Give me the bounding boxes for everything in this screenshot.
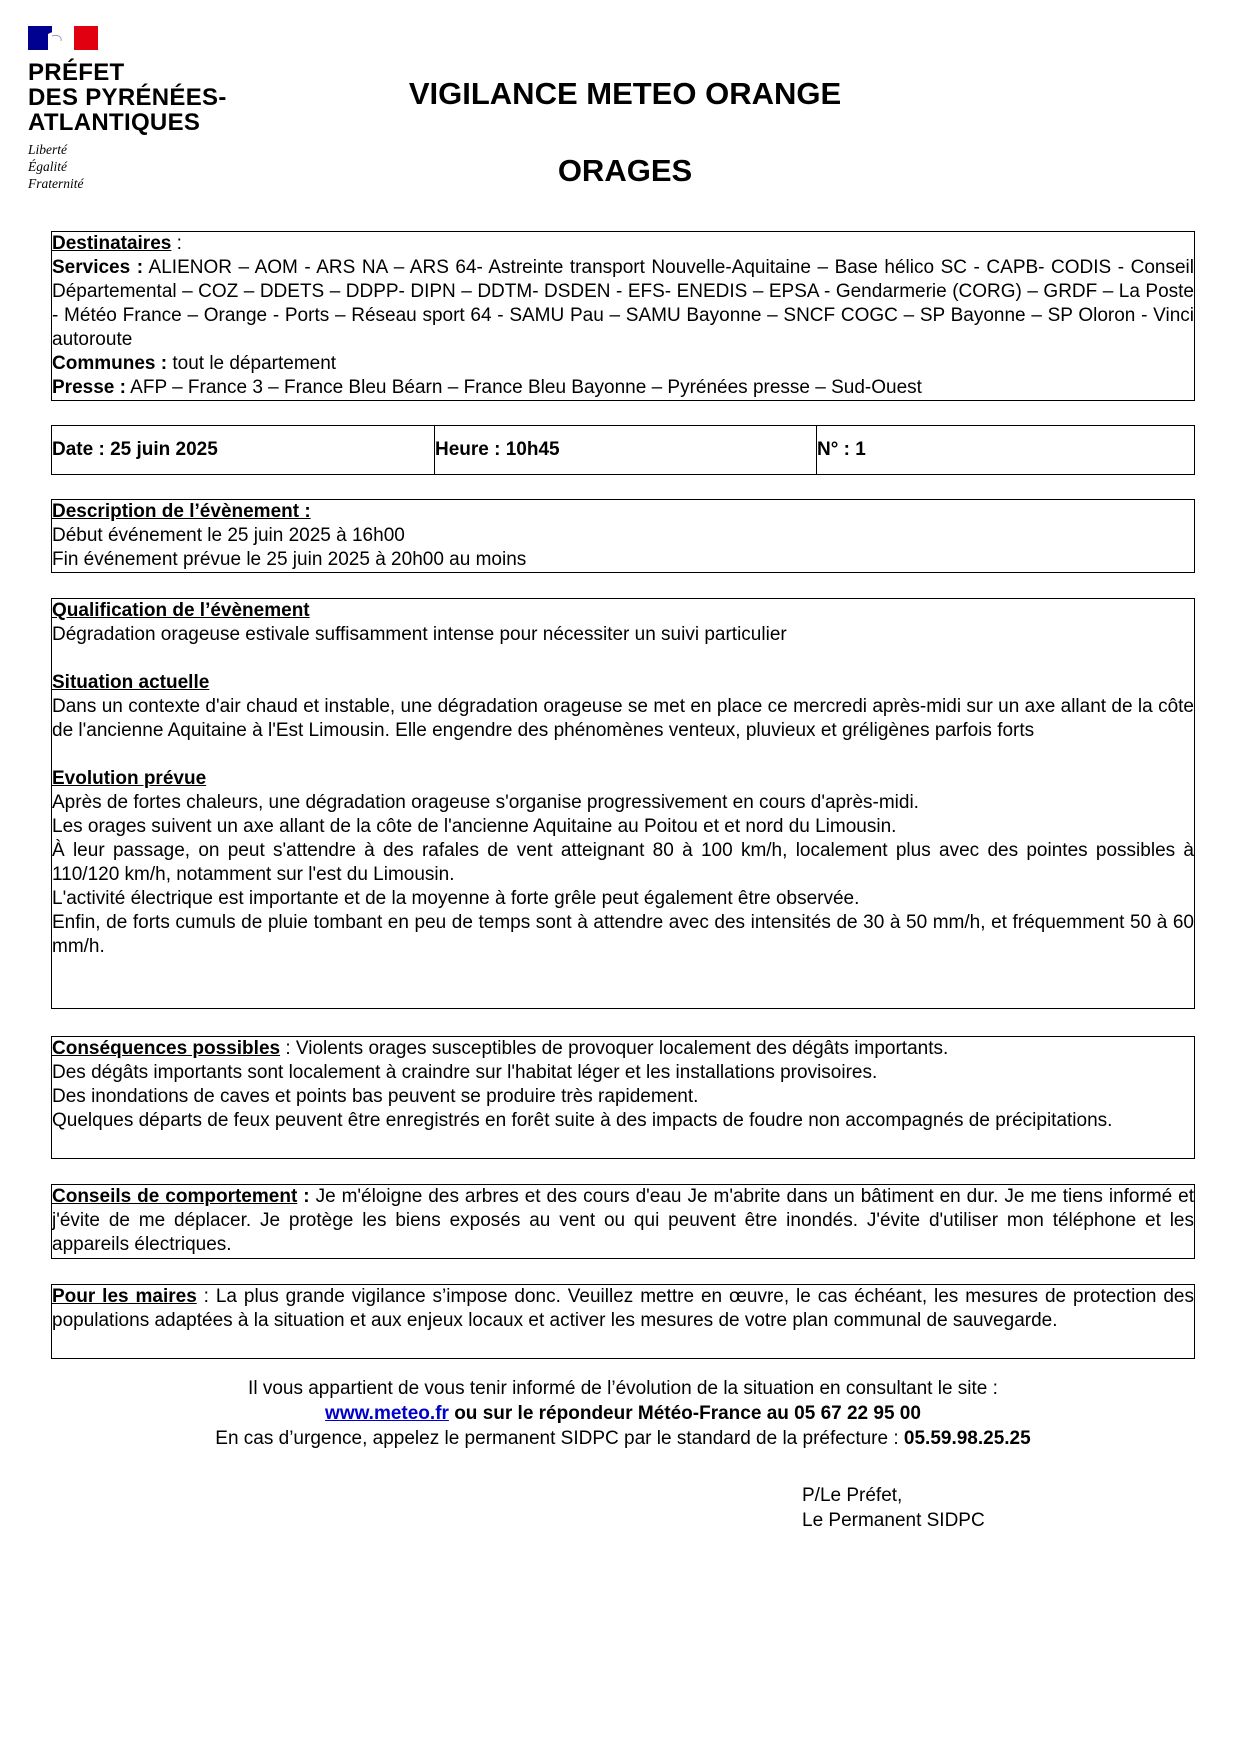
qualification-label: Qualification de l’évènement bbox=[52, 600, 310, 621]
communes-paragraph bbox=[52, 352, 1194, 376]
mayors-text: : La plus grande vigilance s’impose donc. Veuillez mettre en œuvre, le cas échéant, les mesures de protection des populations adaptées à la situation et aux enjeux locaux et activer les mesures de votre plan communal de sauvegarde. bbox=[52, 1286, 1194, 1331]
recipients-label-suffix: : bbox=[171, 233, 182, 254]
recipients-label: Destinataires bbox=[52, 233, 172, 254]
prefecture-logo bbox=[28, 26, 248, 192]
advice-box bbox=[51, 1184, 1195, 1259]
signature-line-2: Le Permanent SIDPC bbox=[802, 1510, 985, 1531]
consequences-line: Des inondations de caves et points bas peuvent se produire très rapidement. bbox=[52, 1086, 699, 1107]
meteo-link[interactable]: www.meteo.fr bbox=[325, 1403, 449, 1424]
signature-line-1: P/Le Préfet, bbox=[802, 1485, 903, 1506]
advice-text: Je m'éloigne des arbres et des cours d'eau Je m'abrite dans un bâtiment en dur. Je me tiens informé et j'évite de me déplacer. Je protège les biens exposés au vent ou qui peuvent être inondés. J'évite d'utiliser mon téléphone et les appareils électriques. bbox=[52, 1186, 1195, 1255]
evolution-label: Evolution prévue bbox=[52, 768, 207, 789]
evolution-line: L'activité électrique est importante et de la moyenne à forte grêle peut également être observée. bbox=[52, 888, 860, 909]
services-paragraph bbox=[52, 256, 1194, 352]
marianne-flag-icon bbox=[28, 26, 98, 50]
emergency-text: En cas d’urgence, appelez le permanent SIDPC par le standard de la préfecture : bbox=[215, 1428, 904, 1449]
presse-paragraph bbox=[52, 376, 1194, 400]
repondeur-text: ou sur le répondeur Météo-France au 05 67 22 95 00 bbox=[448, 1403, 921, 1424]
evolution-line: Enfin, de forts cumuls de pluie tombant en peu de temps sont à attendre avec des intensités de 30 à 50 mm/h, et fréquemment 50 à 60 mm/h. bbox=[52, 912, 1194, 957]
consequences-box bbox=[51, 1036, 1195, 1159]
footer-line-1: Il vous appartient de vous tenir informé de l’évolution de la situation en consultant le site : bbox=[248, 1378, 998, 1399]
recipients-box bbox=[51, 231, 1195, 401]
date-cell: Date : 25 juin 2025 bbox=[52, 439, 218, 460]
event-details-box bbox=[51, 598, 1195, 1009]
event-description-box bbox=[51, 499, 1195, 573]
advice-label: Conseils de comportement bbox=[52, 1186, 298, 1207]
presse-text: AFP – France 3 – France Bleu Béarn – France Bleu Bayonne – Pyrénées presse – Sud-Ouest bbox=[125, 377, 922, 398]
consequences-line: Quelques départs de feux peuvent être enregistrés en forêt suite à des impacts de foudre non accompagnés de précipitations. bbox=[52, 1110, 1113, 1131]
services-label: Services : bbox=[52, 257, 144, 278]
footer-info bbox=[51, 1376, 1195, 1451]
advice-colon: : bbox=[297, 1186, 310, 1207]
situation-text: Dans un contexte d'air chaud et instable, une dégradation orageuse se met en place ce mercredi après-midi sur un axe allant de la côte de l'ancienne Aquitaine à l'Est Limousin. Elle engendre des phénomènes venteux, pluvieux et gréligènes parfois forts bbox=[52, 696, 1194, 741]
footer-line-2 bbox=[51, 1401, 1195, 1426]
qualification-text: Dégradation orageuse estivale suffisamment intense pour nécessiter un suivi particulier bbox=[52, 624, 787, 645]
page-subtitle: ORAGES bbox=[557, 153, 693, 188]
bulletin-meta-table bbox=[51, 425, 1195, 475]
evolution-line: À leur passage, on peut s'attendre à des rafales de vent atteignant 80 à 100 km/h, localement plus avec des pointes possibles à 110/120 km/h, notamment sur l'est du Limousin. bbox=[52, 840, 1194, 885]
description-label: Description de l’évènement : bbox=[52, 501, 311, 522]
services-text: ALIENOR – AOM - ARS NA – ARS 64- Astreinte transport Nouvelle-Aquitaine – Base hélico SC - CAPB- CODIS - Conseil Départemental – COZ – DDETS – DDPP- DIPN – DDTM- DSDEN - EFS- ENEDIS – EPSA - Gendarmerie (CORG) – GRDF – La Poste - Météo France – Orange - Ports – Réseau sport 64 - SAMU Pau – SAMU Bayonne – SNCF COGC – SP Bayonne – SP Oloron - Vinci autoroute bbox=[52, 257, 1194, 350]
situation-label: Situation actuelle bbox=[52, 672, 210, 693]
evolution-line: Après de fortes chaleurs, une dégradation orageuse s'organise progressivement en cours d'après-midi. bbox=[52, 792, 919, 813]
consequences-intro: : Violents orages susceptibles de provoquer localement des dégâts importants. bbox=[280, 1038, 949, 1059]
communes-text: tout le département bbox=[167, 353, 337, 374]
republic-motto: Liberté Égalité Fraternité bbox=[28, 142, 84, 191]
presse-label: Presse : bbox=[52, 377, 126, 398]
consequences-line: Des dégâts importants sont localement à craindre sur l'habitat léger et les installations provisoires. bbox=[52, 1062, 878, 1083]
emergency-phone: 05.59.98.25.25 bbox=[903, 1428, 1031, 1449]
evolution-line: Les orages suivent un axe allant de la côte de l'ancienne Aquitaine au Poitou et et nord du Limousin. bbox=[52, 816, 897, 837]
recipients-heading bbox=[52, 232, 1194, 256]
number-cell: N° : 1 bbox=[816, 426, 1194, 474]
page-title: VIGILANCE METEO ORANGE bbox=[408, 76, 842, 111]
prefecture-name: PRÉFET DES PYRÉNÉES- ATLANTIQUES bbox=[28, 59, 227, 136]
mayors-box bbox=[51, 1284, 1195, 1359]
event-start: Début événement le 25 juin 2025 à 16h00 bbox=[52, 525, 405, 546]
communes-label: Communes : bbox=[52, 353, 168, 374]
signature-block bbox=[802, 1483, 985, 1533]
consequences-label: Conséquences possibles bbox=[52, 1038, 281, 1059]
event-end: Fin événement prévue le 25 juin 2025 à 20h00 au moins bbox=[52, 549, 527, 570]
hour-cell: Heure : 10h45 bbox=[434, 426, 816, 474]
mayors-label: Pour les maires bbox=[52, 1286, 197, 1307]
footer-line-3 bbox=[51, 1426, 1195, 1451]
